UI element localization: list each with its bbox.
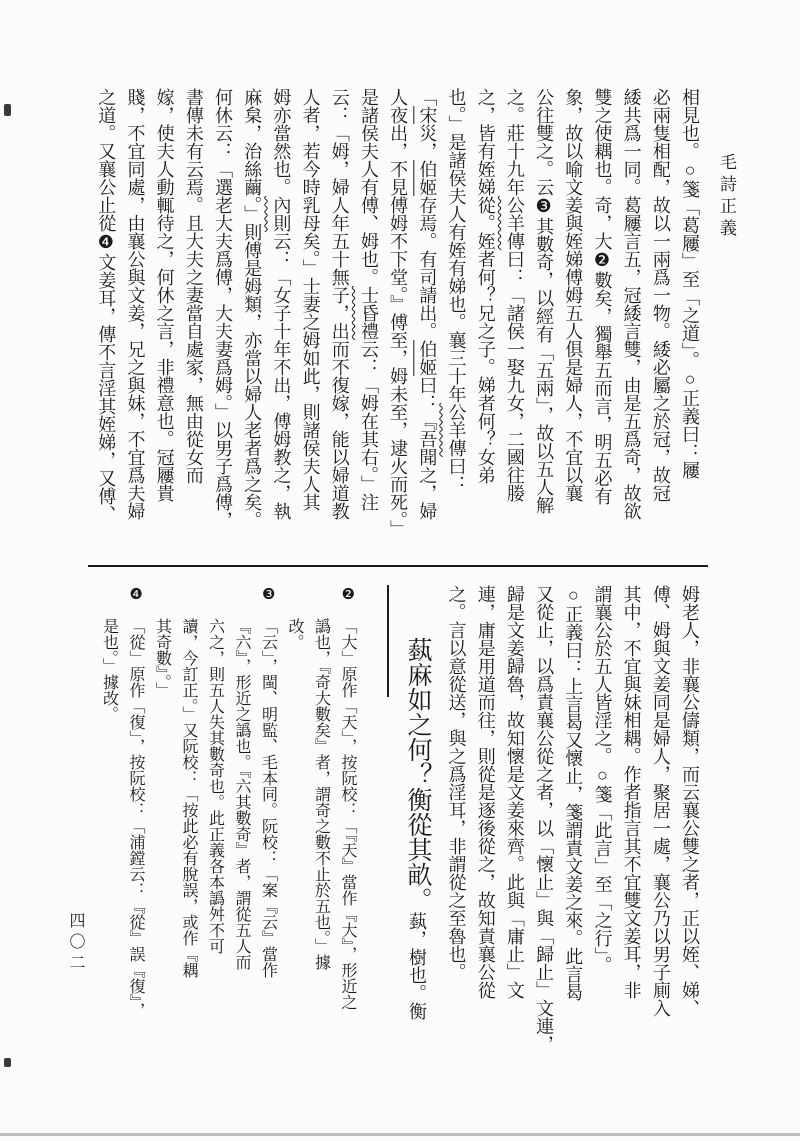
- text-column: 是諸侯夫人有傅、姆也。士昏禮云：「姆在其右。」注: [358, 88, 379, 511]
- note-column: [175, 585, 202, 1055]
- note-text: 改。: [286, 618, 303, 650]
- text-column: 象，故以喻文姜與姪娣傅姆五人俱是婦人，不宜以襄: [563, 88, 584, 502]
- note-text: 六之，則五人失其數奇也。此正義各本譌舛不可: [206, 618, 224, 954]
- text-column: 之，皆有姪娣從。姪者何？兄之子。娣者何？女弟: [475, 88, 496, 484]
- text-column: 公往雙之。云❸其數奇，以經有「五兩」，故以五人解: [534, 88, 555, 514]
- note-text: 「云」，閩、明監、毛本同。阮校：「案『云』當作: [259, 618, 277, 978]
- scan-speck-artifact: [4, 104, 11, 116]
- verse-large-text: 蓺麻如之何？衡從其畝。: [404, 637, 431, 912]
- lower-text-register: [440, 585, 704, 1057]
- text-column: 連，庸是用道而往，則從是逐後從之，故知責襄公從: [475, 585, 496, 999]
- text-column: 人夜出，不見傅姆不下堂。』傅至，姆未至，逮火而死。」: [388, 88, 409, 538]
- note-text: 『六』，形近之譌也。『六其數奇』者，謂從五人而: [233, 618, 250, 970]
- text-column: 其中，不宜與妹相耦。作者指言其不宜雙文姜耳，非: [621, 585, 642, 999]
- text-column: 之。言以意從送，與之爲淫耳，非謂從之至魯也。: [446, 585, 467, 981]
- text-column: 姆亦當然也。內則云：「女子十年不出，傅姆教之，執: [271, 88, 292, 520]
- note-marker: ❸: [259, 585, 276, 603]
- text-column: 相見也。○箋「葛屨」至「之道」。○正義曰：屨: [680, 88, 700, 479]
- note-text: 「大」原作「天」，按阮校：「『天』當作『大』，形近之: [339, 618, 356, 1010]
- text-column: 之道。又襄公止從❹文姜耳，傳不言淫其姪娣，又傅、: [96, 88, 117, 523]
- text-column: 麻枲，治絲繭。」則傅是姆類，亦當以婦人老者爲之矣。: [242, 88, 263, 529]
- notes-section-divider: [387, 585, 389, 697]
- text-column: 賤，不宜同處，由襄公與文姜，兄之與妹，不宜爲夫婦: [125, 88, 146, 520]
- verse-annotation-text: 蓺，樹也。衡: [407, 912, 427, 1020]
- note-marker: ❹: [127, 585, 144, 603]
- text-column: 書傳未有云焉。且大夫之妻當自處家，無由從女而: [183, 88, 204, 484]
- scan-edge-artifact: [0, 1133, 800, 1136]
- text-column: 傅、姆與文姜同是婦人，聚居一處，襄公乃以男子廁入: [650, 585, 671, 1017]
- note-text: 「從」原作「復」，按阮校：「浦鏜云：『從』誤『復』，: [127, 618, 144, 1018]
- scan-speck-artifact: [4, 1058, 11, 1067]
- text-column: 姆老人，非襄公儔類，而云襄公雙之者，正以姪、娣、: [680, 585, 700, 1017]
- running-head-title: 毛詩正義: [717, 153, 736, 241]
- text-column: 謂襄公於五人皆淫之。○箋「此言」至「之行」。: [592, 585, 613, 974]
- note-text: 是也。」據改。: [100, 618, 118, 722]
- note-column: [201, 585, 228, 1055]
- collation-notes-block: [93, 585, 360, 1057]
- note-text: 其奇數』。」: [153, 618, 171, 698]
- text-column: 嫁，使夫人動輒待之，何休之言，非禮意也。冠屨貴: [154, 88, 175, 502]
- upper-text-register: [89, 88, 704, 562]
- note-column: [95, 585, 122, 1055]
- text-column: 必兩隻相配，故以一兩爲一物。緌必屬之於冠，故冠: [650, 88, 671, 502]
- text-column: 又從止，以爲責襄公從之者，以「懷止」與「歸止」文連，: [534, 585, 555, 1053]
- note-column: [228, 585, 255, 1055]
- note-marker: ❷: [339, 585, 356, 603]
- text-column: 何休云：「選老大夫爲傅，大夫妻爲姆。」以男子爲傅，: [213, 88, 233, 529]
- text-column: ○正義曰：上言曷又懷止，箋謂責文姜之來。此言曷: [563, 585, 584, 1001]
- folio-page-number: 四〇二: [67, 912, 84, 975]
- note-text: 譌也，『奇大數矣』者，謂奇之數不止於五也。」據: [312, 618, 330, 970]
- note-column: [148, 585, 175, 1055]
- verse-column: [394, 585, 440, 1055]
- text-column: 人者，若今時乳母矣。」士妻之姆如此，則諸侯夫人其: [300, 88, 321, 511]
- text-column: 歸是文姜歸魯，故知懷是文姜來齊。此與「庸止」文: [504, 585, 525, 999]
- text-column: 也。」是諸侯夫人有姪有娣也。襄三十年公羊傳曰：: [446, 88, 467, 493]
- text-column: 云：「姆，婦人年五十無子，出而不復嫁，能以婦道教: [329, 88, 350, 520]
- note-column: [334, 585, 361, 1055]
- text-column: 緌共爲一同。葛屨言五，冠緌言雙，由是五爲奇，故欲: [621, 88, 642, 520]
- note-column: [254, 585, 281, 1055]
- note-column: [307, 585, 334, 1055]
- note-column: [281, 585, 308, 1055]
- register-divider-rule: [88, 565, 708, 567]
- note-column: [122, 585, 149, 1055]
- text-column: 「宋災，伯姬存焉。有司請出。伯姬曰：『吾聞之，婦: [417, 88, 438, 520]
- text-column: 雙之使耦也。奇，大❷數矣，獨舉五而言，明五必有: [592, 88, 613, 505]
- text-column: 之。莊十九年公羊傳曰：「諸侯一娶九女，二國往媵: [504, 88, 525, 502]
- note-text: 讀，今訂正。」又阮校：「按此必有脫誤，或作『耦: [180, 618, 197, 978]
